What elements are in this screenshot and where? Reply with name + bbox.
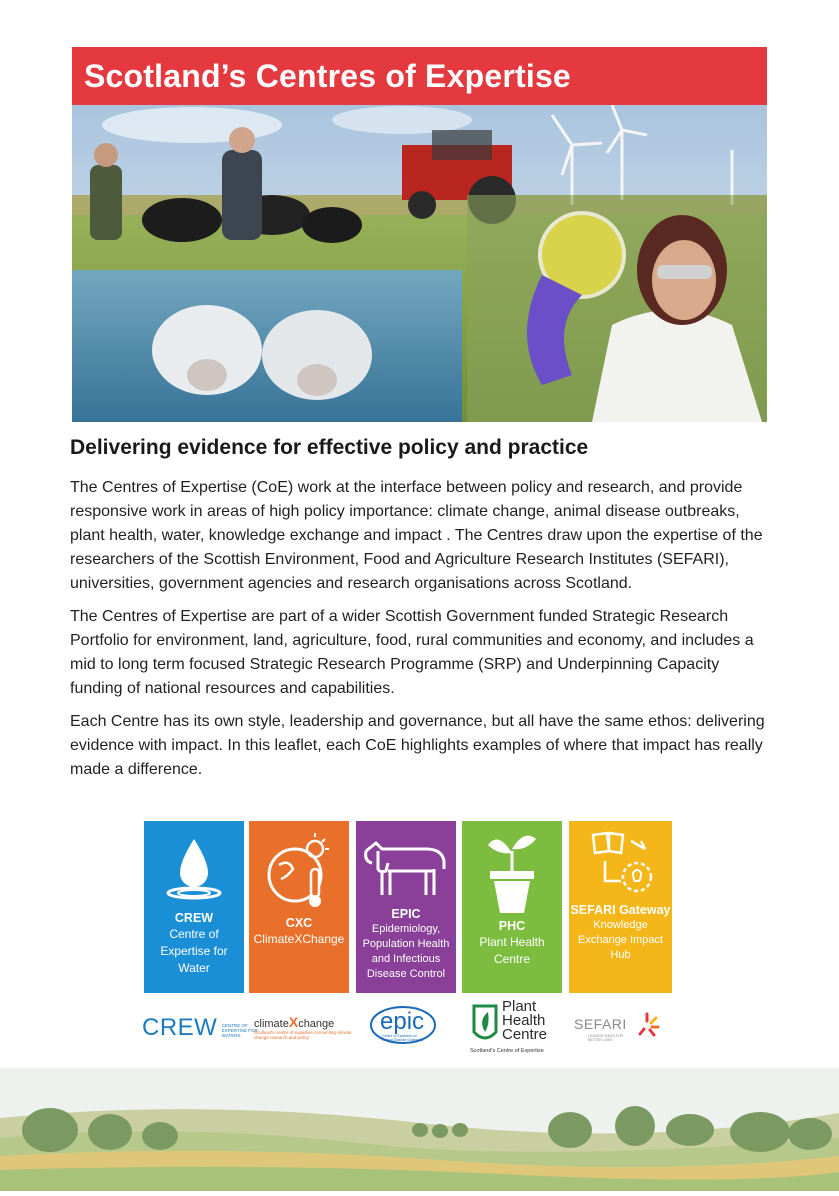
tile-name: Knowledge Exchange Impact Hub [578, 919, 663, 961]
tile-abbr: EPIC [391, 907, 421, 921]
partner-logos [140, 1000, 680, 1060]
phc-logo-line: Centre [502, 1026, 548, 1043]
epic-logo-tag: Centre of Expertise on Animal Disease Outbreaks [382, 1034, 424, 1042]
tile-epic [356, 821, 456, 993]
tile-abbr: PHC [498, 919, 526, 933]
tile-phc [462, 821, 562, 993]
tile-name: ClimateXChange [253, 932, 345, 946]
paragraph: The Centres of Expertise (CoE) work at the interface between policy and research, and provide responsive work in areas of high policy importance: climate change, animal disease outbreaks, plant health, water, knowledge exchange and impact . The Centres draw upon the expertise of the researchers of the Scottish Environment, Food and Agriculture Research Institutes (SEFARI), universities, government agencies and research organisations across Scotland. [70, 479, 763, 592]
globe-thermometer-icon [249, 821, 349, 916]
phc-logo-line: Health [502, 1012, 546, 1029]
epic-logo [368, 1004, 438, 1051]
phc-logo-line: Plant [502, 998, 537, 1015]
tile-abbr: CXC [285, 916, 313, 930]
tile-name: Epidemiology, Population Health and Infectious Disease Control [362, 923, 450, 980]
crew-logo-tag: CENTRE OF EXPERTISE FOR WATERS [221, 1023, 258, 1039]
sefari-logo-tag: LEADING IDEAS FOR BETTER LIVES [588, 1034, 624, 1042]
paragraph: Each Centre has its own style, leadership and governance, but all have the same ethos: delivering evidence with impact. In this leaflet, each CoE highlights examples of where that impact has really made a difference. [70, 713, 765, 778]
tile-abbr: CREW [174, 911, 214, 925]
crew-logo-mark: CREW [142, 1014, 218, 1041]
tile-name: Plant Health Centre [479, 935, 545, 966]
sefari-logo-mark: SEFARI [574, 1016, 627, 1032]
tile-crew [144, 821, 244, 993]
phc-logo-tag: Scotland's Centre of Expertise [470, 1048, 544, 1054]
tile-sefari [569, 821, 672, 993]
landscape-footer-illustration [0, 1068, 839, 1191]
crew-logo [142, 1014, 260, 1042]
epic-logo-mark: epic [380, 1008, 425, 1035]
hero-photo-collage [72, 105, 767, 422]
leaf-icon [470, 1002, 500, 1046]
centre-tiles [144, 821, 672, 993]
page-title: Scotland’s Centres of Expertise [84, 58, 571, 94]
cxc-logo [254, 1014, 356, 1040]
title-banner [72, 47, 767, 105]
water-drop-icon [144, 821, 244, 911]
cxc-logo-x: X [288, 1014, 299, 1030]
tile-abbr: SEFARI Gateway [570, 903, 671, 917]
tile-name: Centre of Expertise for Water [160, 927, 228, 975]
cxc-logo-mark: climate [254, 1018, 289, 1030]
cxc-logo-mark-end: change [298, 1018, 335, 1030]
book-lightbulb-icon [571, 821, 671, 903]
sefari-logo [574, 1016, 628, 1042]
sefari-burst-icon [634, 1012, 660, 1038]
cxc-logo-tag: Scotland's centre of expertise connecting climate change research and policy [254, 1030, 352, 1040]
paragraph: The Centres of Expertise are part of a wider Scottish Government funded Strategic Research Portfolio for environment, land, agriculture, food, rural communities and economy, and includes a mid to long term focused Strategic Research Programme (SRP) and Underpinning Capacity funding of national resources and capabilities. [70, 608, 754, 697]
tile-cxc [249, 821, 349, 993]
body-text [70, 476, 770, 791]
cow-icon [356, 821, 456, 907]
section-heading: Delivering evidence for effective policy and practice [70, 436, 589, 459]
plant-pot-icon [462, 821, 562, 919]
